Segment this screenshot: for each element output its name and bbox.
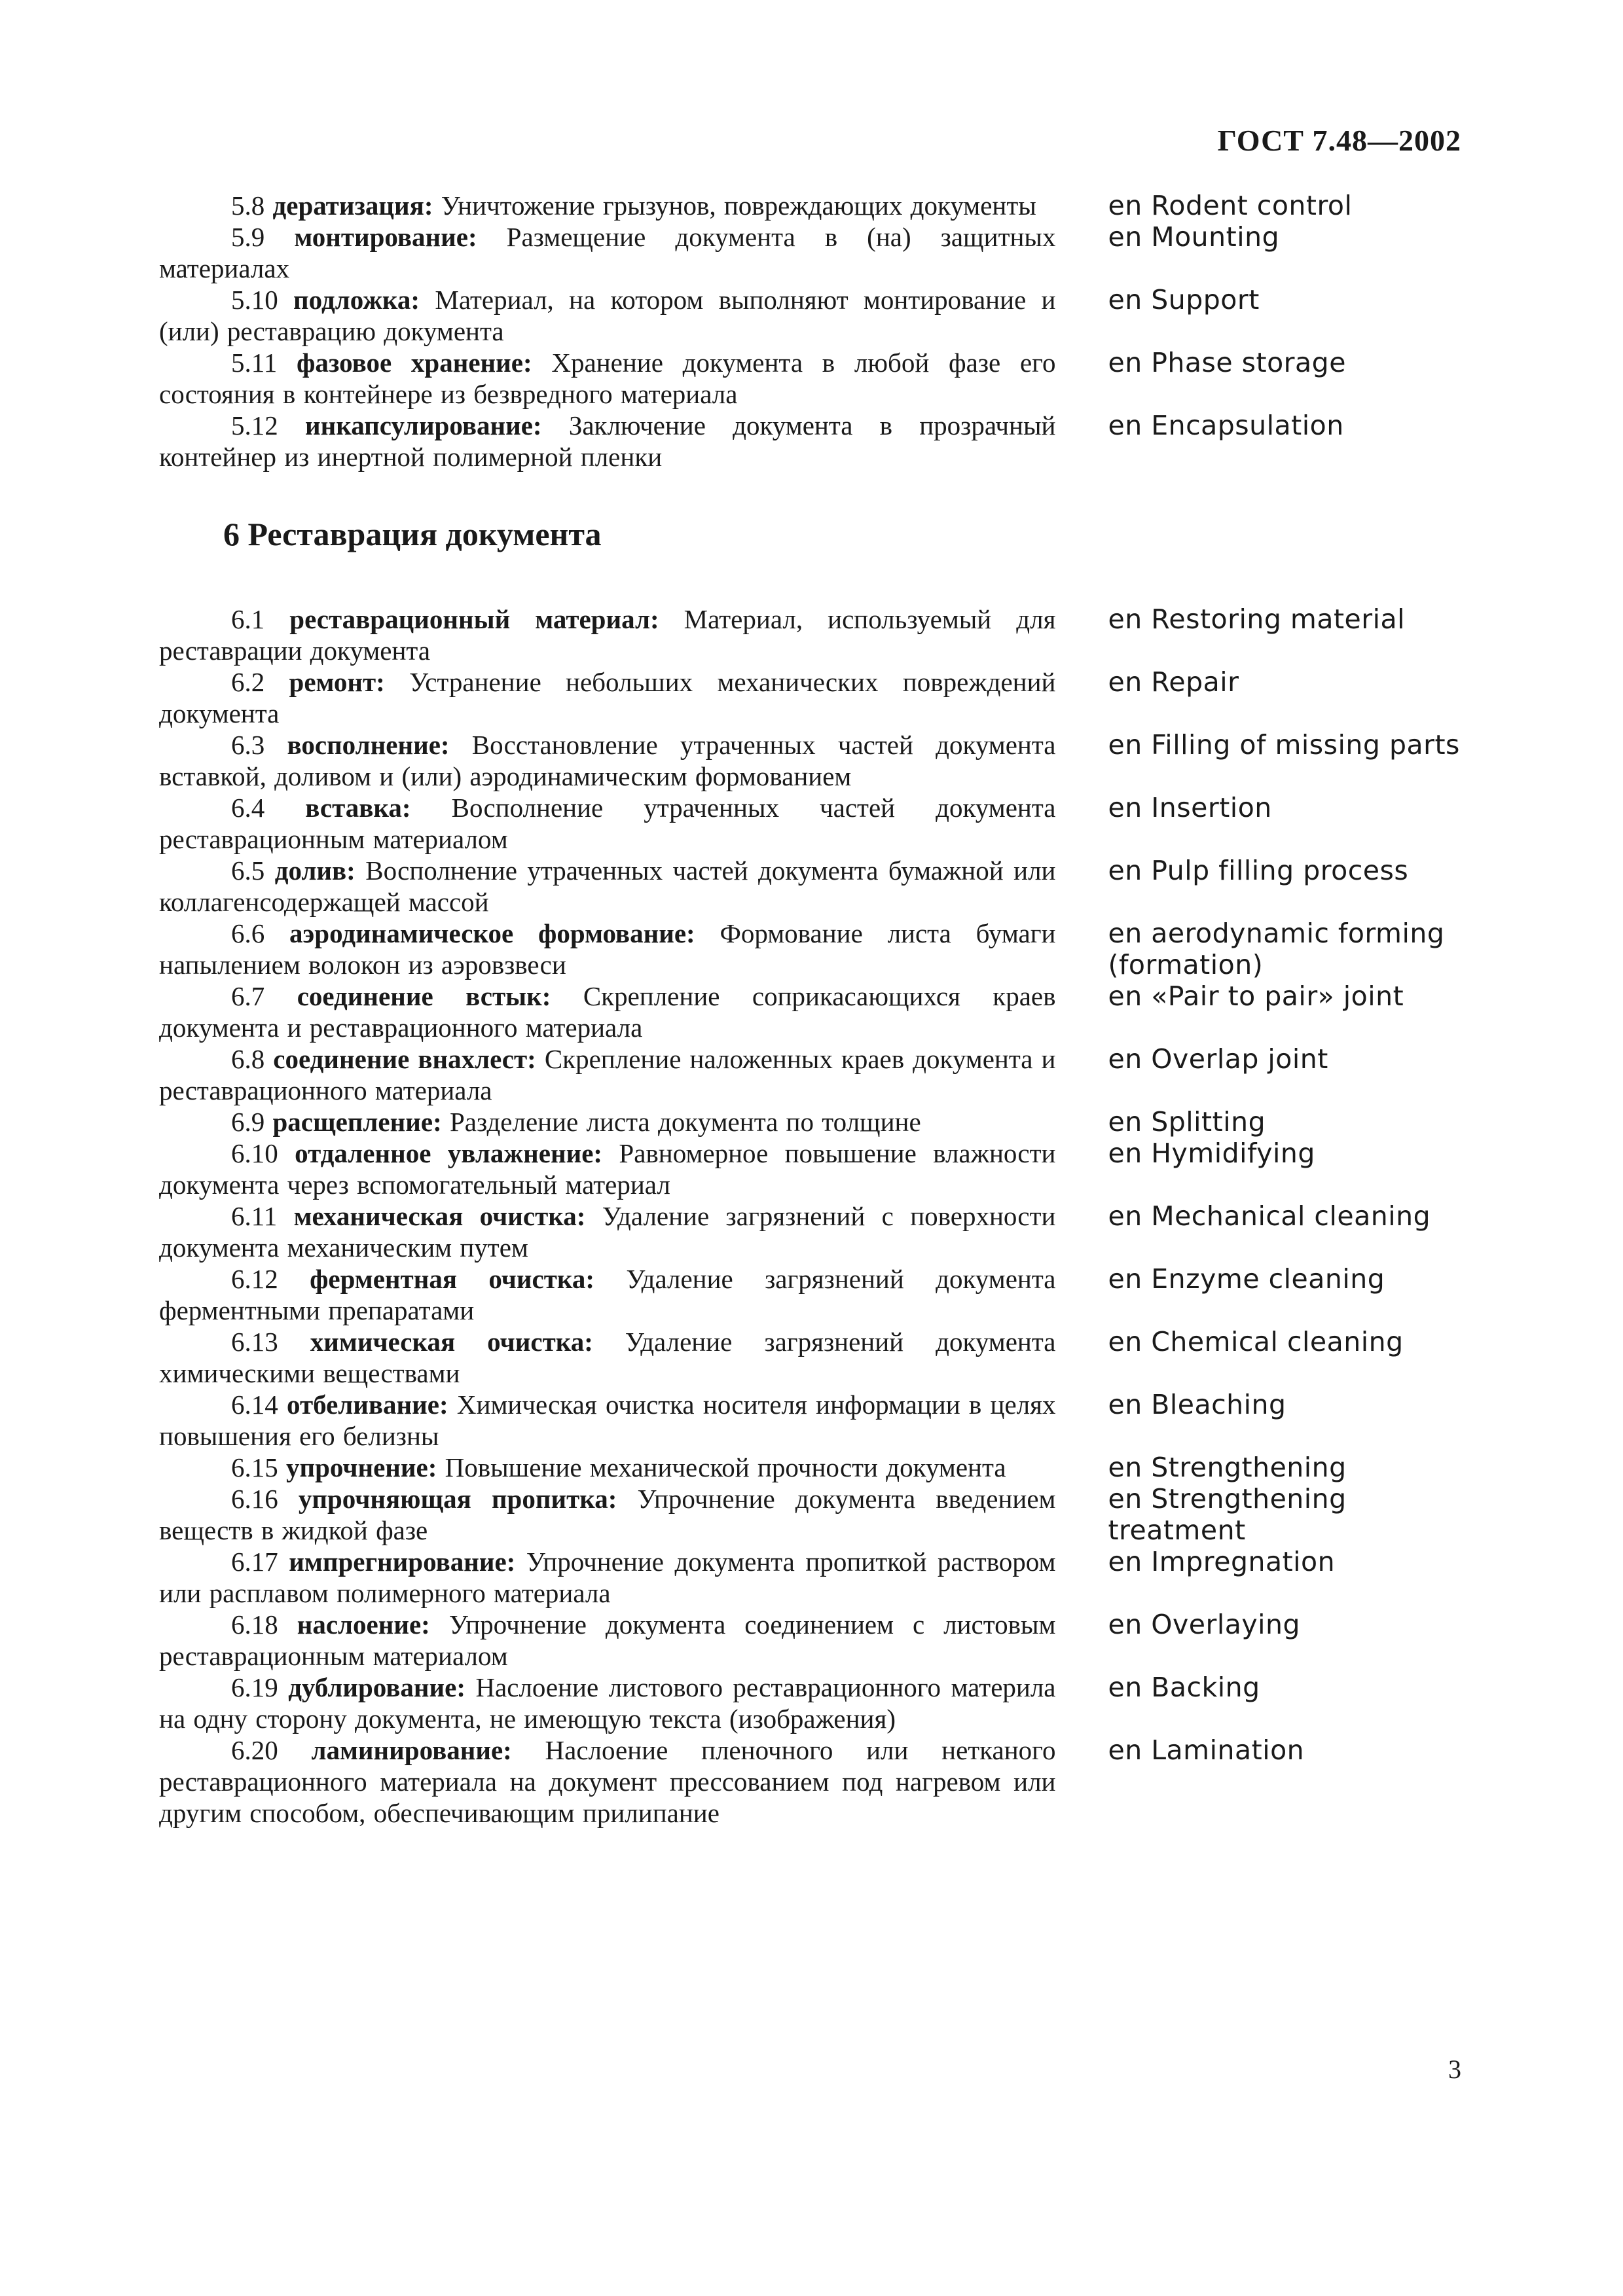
term-entry xyxy=(159,190,1468,221)
entry-english: en Backing xyxy=(1108,1672,1260,1703)
entry-english: en Lamination xyxy=(1108,1734,1305,1766)
term-entry xyxy=(159,1609,1468,1672)
entry-english: en Strengthening xyxy=(1108,1452,1347,1483)
entry-term: восполнение: xyxy=(287,730,450,760)
entry-term: отдаленное увлажнение: xyxy=(295,1138,603,1168)
entry-term: дублирование: xyxy=(288,1672,466,1702)
entry-definition: Повышение механической прочности документа xyxy=(445,1452,1006,1482)
entry-english: en Mechanical cleaning xyxy=(1108,1200,1431,1232)
entry-definition: Материал, на котором выполняют монтирование и (или) реставрацию документа xyxy=(159,285,1056,346)
entry-definition: Формование листа бумаги напылением волокон из аэровзвеси xyxy=(159,918,1056,980)
entry-definition: Восполнение утраченных частей документа реставрационным материалом xyxy=(159,793,1056,854)
entry-english: en Support xyxy=(1108,284,1260,315)
entry-english: en Hymidifying xyxy=(1108,1138,1315,1169)
term-entry xyxy=(159,1043,1468,1106)
entry-definition: Удаление загрязнений с поверхности документа механическим путем xyxy=(159,1201,1056,1263)
entry-number: 6.8 xyxy=(231,1044,265,1074)
entry-number: 6.20 xyxy=(231,1735,278,1765)
term-entry xyxy=(159,1326,1468,1389)
term-entry xyxy=(159,980,1468,1043)
term-entry xyxy=(159,729,1468,792)
term-entry xyxy=(159,1106,1468,1138)
term-entry xyxy=(159,284,1468,347)
entry-number: 6.10 xyxy=(231,1138,278,1168)
entry-term: вставка: xyxy=(305,793,411,823)
entry-english: en Mounting xyxy=(1108,221,1280,253)
entry-english: en aerodynamic forming (formation) xyxy=(1108,918,1445,980)
entry-definition: Хранение документа в любой фазе его состояния в контейнере из безвредного материала xyxy=(159,348,1056,409)
entry-definition: Устранение небольших механических повреждений документа xyxy=(159,667,1056,728)
term-entry xyxy=(159,1483,1468,1546)
entry-definition: Равномерное повышение влажности документа через вспомогательный материал xyxy=(159,1138,1056,1200)
term-entry xyxy=(159,410,1468,473)
entry-number: 5.8 xyxy=(231,190,265,221)
entry-term: расщепление: xyxy=(272,1107,442,1137)
term-entry xyxy=(159,666,1468,729)
term-entry xyxy=(159,1734,1468,1829)
entry-number: 6.19 xyxy=(231,1672,278,1702)
entry-number: 6.2 xyxy=(231,667,265,697)
entry-english: en Strengthening treatment xyxy=(1108,1483,1347,1546)
term-entry xyxy=(159,1452,1468,1483)
entry-term: монтирование: xyxy=(294,222,477,252)
term-entry xyxy=(159,855,1468,918)
term-entry xyxy=(159,918,1468,980)
entry-term: импрегнирование: xyxy=(289,1547,516,1577)
entry-number: 6.15 xyxy=(231,1452,278,1482)
entry-number: 6.4 xyxy=(231,793,265,823)
entry-term: ремонт: xyxy=(289,667,385,697)
entry-number: 6.1 xyxy=(231,604,265,634)
entry-definition: Восполнение утраченных частей документа бумажной или коллагенсодержащей массой xyxy=(159,855,1056,917)
entry-definition: Уничтожение грызунов, повреждающих документы xyxy=(441,190,1036,221)
section-heading: 6 Реставрация документа xyxy=(223,516,602,552)
entry-term: наслоение: xyxy=(297,1609,430,1640)
entry-english: en Filling of missing parts xyxy=(1108,729,1460,761)
term-entry xyxy=(159,1200,1468,1263)
entry-number: 5.9 xyxy=(231,222,265,252)
term-entry xyxy=(159,221,1468,284)
entry-term: соединение внахлест: xyxy=(273,1044,536,1074)
entry-term: ферментная очистка: xyxy=(310,1264,594,1294)
term-entry xyxy=(159,1389,1468,1452)
entry-english: en «Pair to pair» joint xyxy=(1108,980,1404,1012)
entry-number: 6.9 xyxy=(231,1107,265,1137)
entry-term: дератизация: xyxy=(272,190,433,221)
entry-english: en Bleaching xyxy=(1108,1389,1286,1420)
entry-english: en Repair xyxy=(1108,666,1239,698)
entry-english: en Overlaying xyxy=(1108,1609,1301,1640)
entry-term: отбеливание: xyxy=(287,1390,448,1420)
entry-definition: Скрепление соприкасающихся краев документа и реставрационного материала xyxy=(159,981,1056,1043)
entry-definition: Химическая очистка носителя информации в целях повышения его белизны xyxy=(159,1390,1056,1451)
entry-definition: Скрепление наложенных краев документа и реставрационного материала xyxy=(159,1044,1056,1105)
entry-english: en Impregnation xyxy=(1108,1546,1336,1577)
entry-term: инкапсулирование: xyxy=(304,410,542,440)
entry-english: en Phase storage xyxy=(1108,347,1346,378)
entry-english: en Splitting xyxy=(1108,1106,1266,1138)
entry-number: 5.12 xyxy=(231,410,278,440)
entry-definition: Наслоение листового реставрационного материла на одну сторону документа, не имеющую текста (изображения) xyxy=(159,1672,1056,1734)
entry-definition: Заключение документа в прозрачный контейнер из инертной полимерной пленки xyxy=(159,410,1056,472)
entry-term: ламинирование: xyxy=(311,1735,512,1765)
entry-english: en Encapsulation xyxy=(1108,410,1344,441)
entry-number: 6.18 xyxy=(231,1609,278,1640)
entry-term: реставрационный материал: xyxy=(289,604,659,634)
entry-number: 5.10 xyxy=(231,285,278,315)
entry-english: en Rodent control xyxy=(1108,190,1353,221)
entry-term: упрочнение: xyxy=(286,1452,437,1482)
entry-term: химическая очистка: xyxy=(310,1327,593,1357)
entry-definition: Упрочнение документа соединением с листовым реставрационным материалом xyxy=(159,1609,1056,1671)
entry-term: упрочняющая пропитка: xyxy=(298,1484,617,1514)
standard-header: ГОСТ 7.48—2002 xyxy=(1217,124,1461,157)
entry-definition: Наслоение пленочного или нетканого реставрационного материала на документ прессованием под нагревом или другим способом, обеспечивающим прилипание xyxy=(159,1735,1056,1828)
entry-english: en Chemical cleaning xyxy=(1108,1326,1404,1357)
entry-number: 6.17 xyxy=(231,1547,278,1577)
term-entry xyxy=(159,603,1468,666)
entry-definition: Размещение документа в (на) защитных материалах xyxy=(159,222,1056,283)
entry-definition: Восстановление утраченных частей документа вставкой, доливом и (или) аэродинамическим формованием xyxy=(159,730,1056,791)
entry-number: 6.16 xyxy=(231,1484,278,1514)
entry-english: en Enzyme cleaning xyxy=(1108,1263,1385,1295)
entry-number: 5.11 xyxy=(231,348,278,378)
entry-term: соединение встык: xyxy=(297,981,551,1011)
entry-english: en Restoring material xyxy=(1108,603,1406,635)
entry-definition: Удаление загрязнений документа ферментными препаратами xyxy=(159,1264,1056,1325)
entry-definition: Удаление загрязнений документа химическими веществами xyxy=(159,1327,1056,1388)
entry-number: 6.6 xyxy=(231,918,265,948)
entry-definition: Упрочнение документа пропиткой раствором или расплавом полимерного материала xyxy=(159,1547,1056,1608)
term-entry xyxy=(159,1138,1468,1200)
entry-definition: Упрочнение документа введением веществ в жидкой фазе xyxy=(159,1484,1056,1545)
entry-term: фазовое хранение: xyxy=(297,348,532,378)
entry-definition: Разделение листа документа по толщине xyxy=(449,1107,921,1137)
term-entry xyxy=(159,1263,1468,1326)
entry-number: 6.3 xyxy=(231,730,265,760)
page-number: 3 xyxy=(1448,2054,1461,2084)
entry-number: 6.7 xyxy=(231,981,265,1011)
term-entry xyxy=(159,792,1468,855)
term-entry xyxy=(159,347,1468,410)
entry-number: 6.5 xyxy=(231,855,265,886)
entry-term: механическая очистка: xyxy=(293,1201,586,1231)
entry-term: подложка: xyxy=(293,285,420,315)
entry-english: en Overlap joint xyxy=(1108,1043,1328,1075)
term-entry xyxy=(159,1546,1468,1609)
terms-list xyxy=(159,190,1468,1829)
entry-number: 6.12 xyxy=(231,1264,278,1294)
entry-term: аэродинамическое формование: xyxy=(289,918,695,948)
entry-number: 6.11 xyxy=(231,1201,278,1231)
entry-number: 6.14 xyxy=(231,1390,278,1420)
entry-term: долив: xyxy=(274,855,356,886)
entry-number: 6.13 xyxy=(231,1327,278,1357)
term-entry xyxy=(159,1672,1468,1734)
entry-english: en Pulp filling process xyxy=(1108,855,1409,886)
entry-english: en Insertion xyxy=(1108,792,1272,823)
entry-definition: Материал, используемый для реставрации документа xyxy=(159,604,1056,666)
